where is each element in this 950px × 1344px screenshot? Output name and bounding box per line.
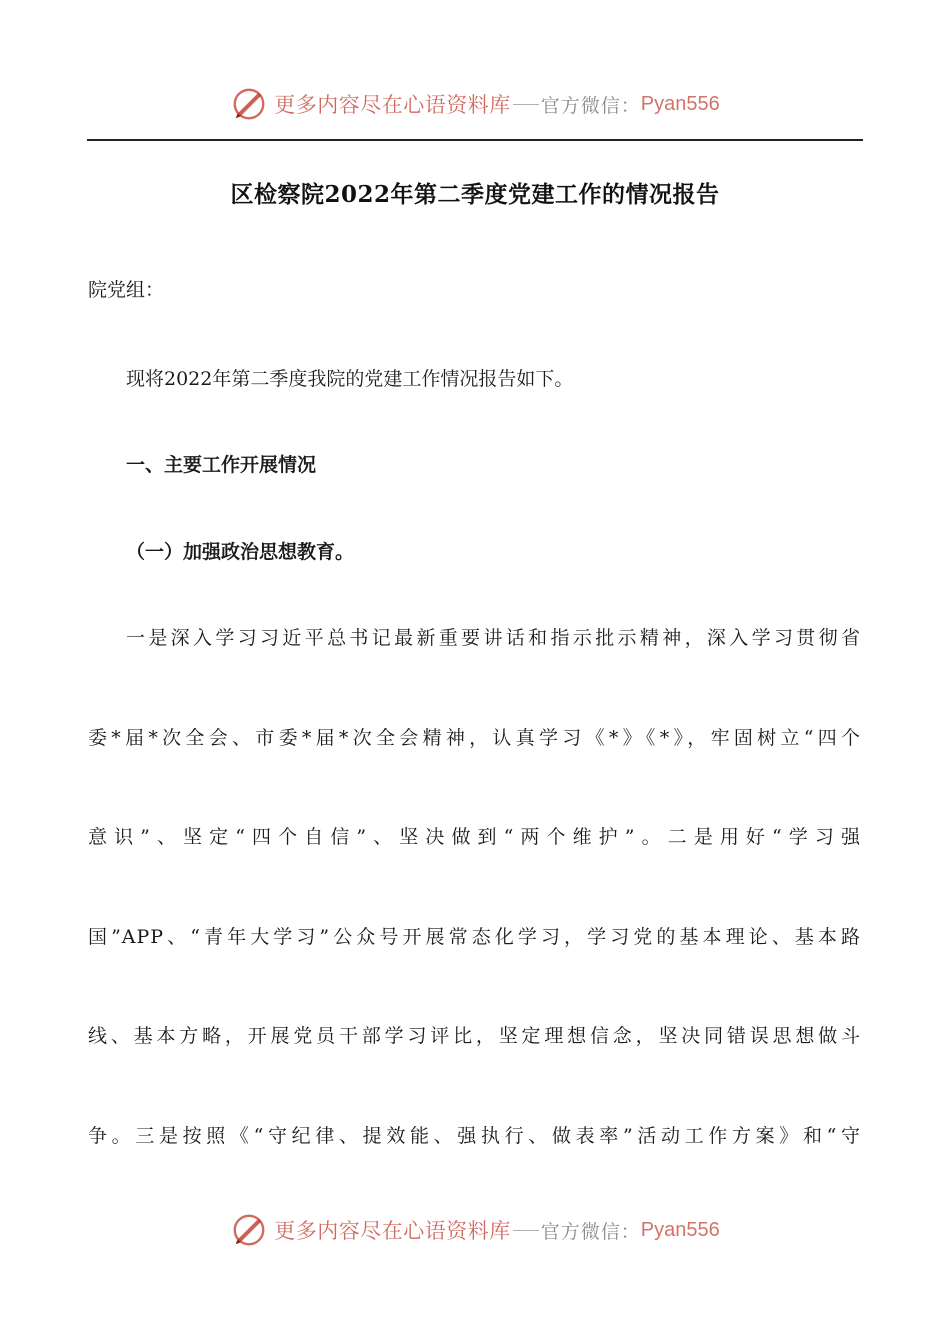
banner-dash [513,1230,539,1231]
header-banner [0,80,950,128]
body-line: 委*届*次全会、市委*届*次全会精神，认真学习《*》《*》，牢固树立“四个 [88,727,861,749]
salutation: 院党组： [88,279,165,301]
subsection-heading: （一）加强政治思想教育。 [126,541,355,563]
pen-logo-icon [230,85,268,123]
banner-official-label: 官方微信： [540,94,641,117]
banner-brand-text: 更多内容尽在心语资料库 [274,1219,511,1243]
body-line: 线、基本方略，开展党员干部学习评比，坚定理想信念，坚决同错误思想做斗 [88,1025,861,1047]
section-heading: 一、主要工作开展情况 [126,454,317,476]
body-line: 一是深入学习习近平总书记最新重要讲话和指示批示精神，深入学习贯彻省 [126,627,861,649]
banner-wechat-id: Pyan556 [640,92,720,115]
body-line: 国”APP、“青年大学习”公众号开展常态化学习，学习党的基本理论、基本路 [88,926,861,948]
body-line: 意识”、坚定“四个自信”、坚决做到“两个维护”。二是用好“学习强 [88,826,861,848]
pen-logo-icon [230,1211,268,1249]
intro-paragraph: 现将2022年第二季度我院的党建工作情况报告如下。 [126,368,574,390]
banner-brand-text: 更多内容尽在心语资料库 [274,93,511,117]
banner-official-label: 官方微信： [540,1220,641,1243]
banner-wechat-id: Pyan556 [640,1218,720,1241]
body-line: 争。三是按照《“守纪律、提效能、强执行、做表率”活动工作方案》和“守 [88,1125,861,1147]
footer-banner [0,1206,950,1254]
document-title: 区检察院2022年第二季度党建工作的情况报告 [230,181,720,208]
banner-dash [513,104,539,105]
header-divider [87,139,863,141]
